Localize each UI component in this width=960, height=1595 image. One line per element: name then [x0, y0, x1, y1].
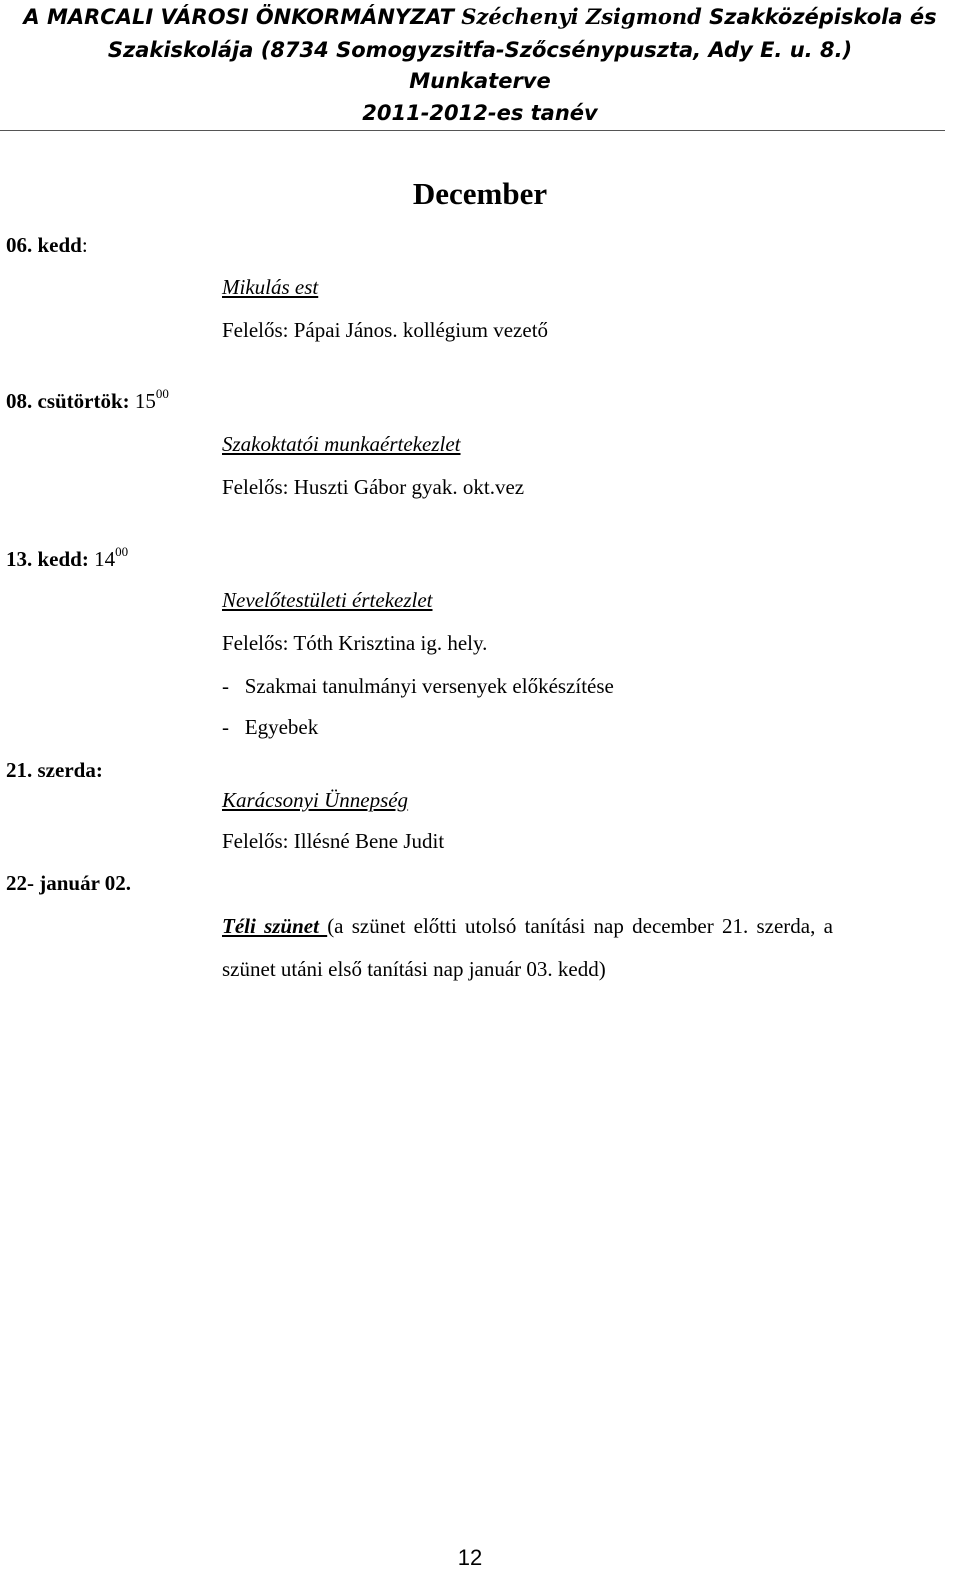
event-3-agenda-item-1: - Szakmai tanulmányi versenyek előkészítése: [222, 674, 614, 698]
header-line-1-start: A MARCALI VÁROSI ÖNKORMÁNYZAT: [23, 5, 462, 29]
event-1-responsible: Felelős: Pápai János. kollégium vezető: [222, 318, 549, 342]
event-3-date: [6, 546, 128, 572]
event-5-line-1: [222, 914, 833, 939]
header-line-4: 2011-2012-es tanév: [362, 101, 598, 125]
header-divider: [0, 130, 945, 131]
event-2-title: Szakoktatói munkaértekezlet: [222, 432, 461, 456]
event-3-responsible: Felelős: Tóth Krisztina ig. hely.: [222, 631, 488, 655]
header-line-1-end: Szakközépiskola és: [701, 5, 937, 29]
event-2-date-text: 08. csütörtök:: [6, 389, 130, 413]
event-4-title: Karácsonyi Ünnepség: [222, 788, 409, 812]
month-heading: December: [412, 176, 548, 211]
header-line-1: [0, 4, 960, 29]
event-5-note-start: (a szünet előtti utolsó tanítási nap december 21. szerda, a: [327, 914, 833, 938]
event-3-title: Nevelőtestületi értekezlet: [222, 588, 433, 612]
event-1-title: Mikulás est: [222, 275, 319, 299]
header-line-3: Munkaterve: [409, 69, 551, 93]
event-1-date-suffix: :: [81, 233, 88, 257]
event-2-date: [6, 388, 169, 414]
event-5-title: Téli szünet: [222, 914, 328, 938]
event-1-date: [6, 233, 88, 258]
event-1-date-text: 06. kedd: [6, 233, 82, 257]
event-3-time-minutes: 00: [115, 544, 129, 559]
event-5-line-2: szünet utáni első tanítási nap január 03. kedd): [222, 957, 606, 981]
header-school-name: Széchenyi Zsigmond: [461, 4, 702, 29]
event-2-time-minutes: 00: [155, 386, 169, 401]
event-4-responsible: Felelős: Illésné Bene Judit: [222, 829, 445, 853]
page-number: 12: [457, 1545, 483, 1570]
header-line-2: Szakiskolája (8734 Somogyzsitfa-Szőcsénypuszta, Ady E. u. 8.): [107, 38, 853, 62]
event-4-date: 21. szerda:: [6, 758, 103, 782]
event-2-responsible: Felelős: Huszti Gábor gyak. okt.vez: [222, 475, 525, 499]
event-2-time-hour: 15: [129, 389, 156, 413]
event-5-date: 22- január 02.: [6, 871, 132, 895]
event-3-time-hour: 14: [88, 547, 116, 571]
event-3-agenda-item-2: - Egyebek: [222, 715, 319, 739]
event-3-date-text: 13. kedd:: [6, 547, 89, 571]
